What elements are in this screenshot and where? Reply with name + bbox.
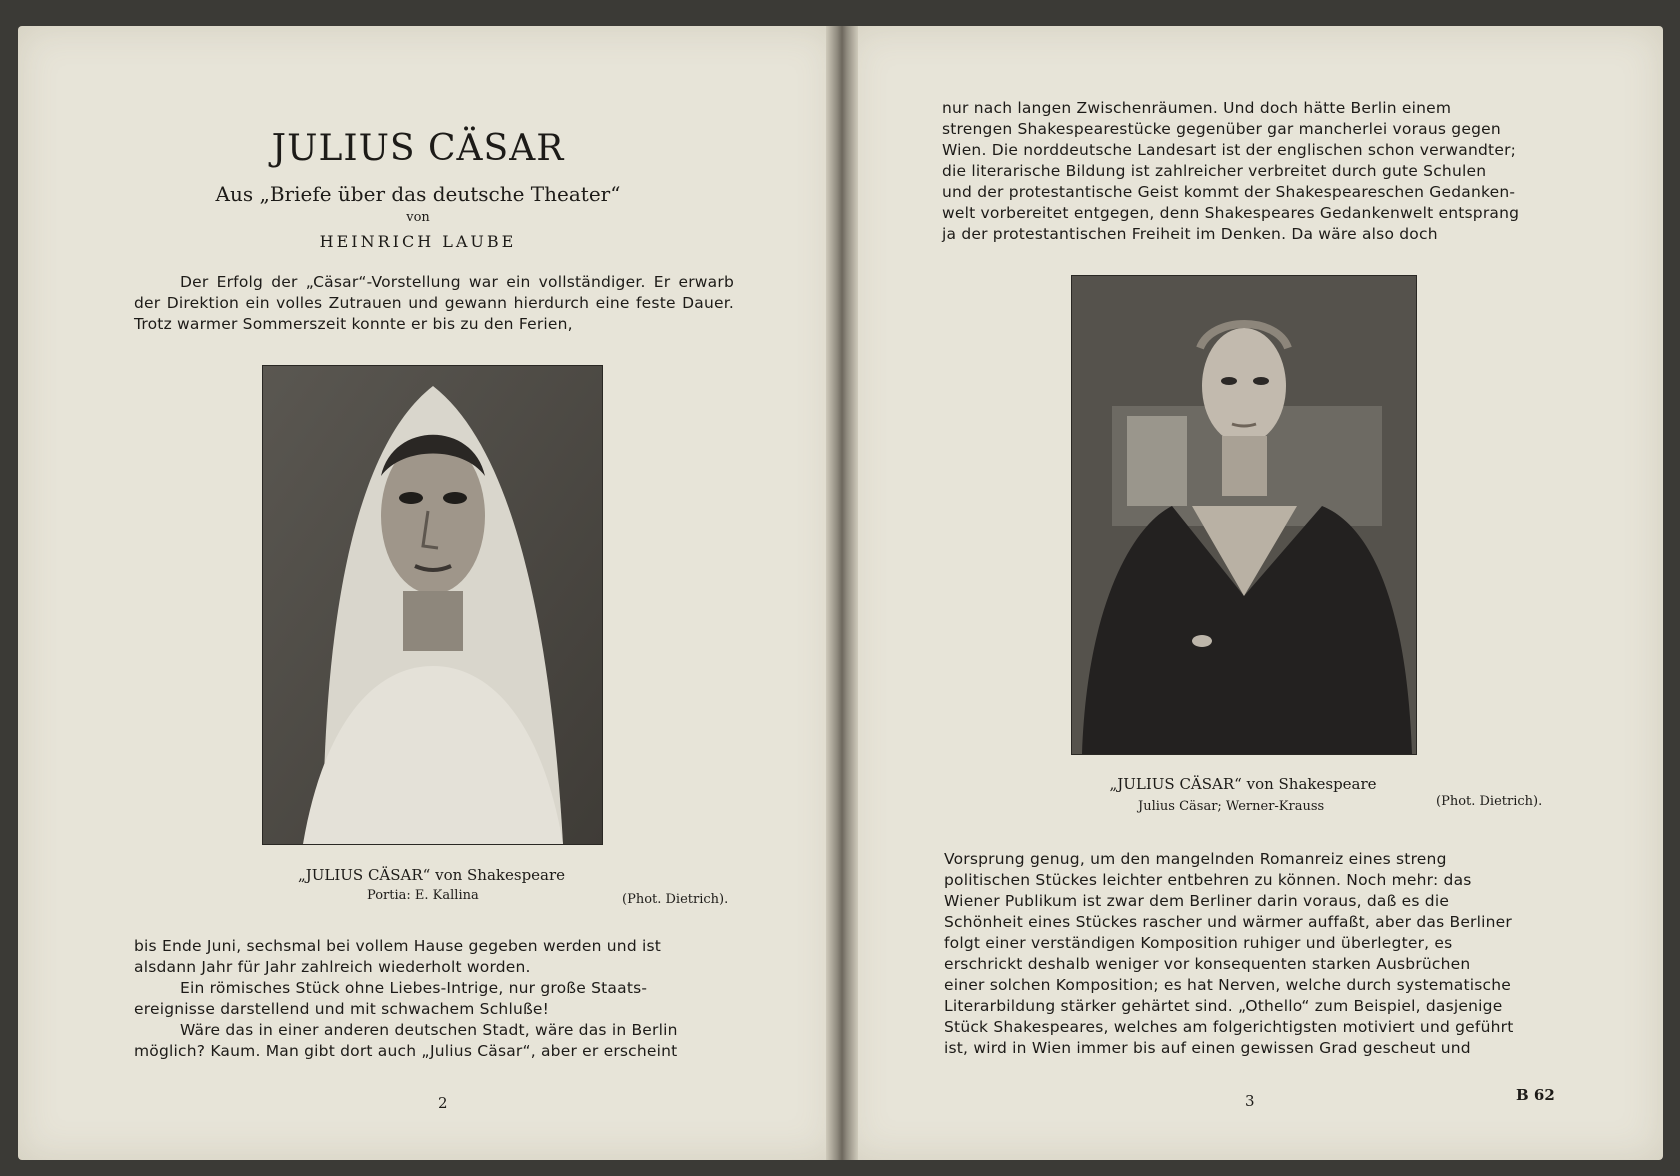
page-title: JULIUS CÄSAR [271, 128, 565, 169]
printer-signature: B 62 [1516, 1086, 1555, 1104]
intro-paragraph: Der Erfolg der „Cäsar“-Vorstellung war ein vollständiger. Er erwarb der Direktion ein volles Zutrauen und gewann hierdurch eine feste Dauer. Trotz warmer Sommerszeit konnte er bis zu den Ferien, [134, 273, 734, 333]
photo-role-left: Portia: E. Kallina [367, 888, 479, 903]
text-line: Ein römisches Stück ohne Liebes-Intrige, nur große Staats- [180, 979, 648, 997]
text-line: folgt einer verständigen Komposition ruhiger und überlegter, es [944, 934, 1453, 952]
text-line: erschrickt deshalb weniger vor konsequenten starken Ausbrüchen [944, 955, 1471, 973]
text-line: bis Ende Juni, sechsmal bei vollem Hause gegeben werden und ist [134, 937, 662, 955]
text-line: welt vorbereitet entgegen, denn Shakespeares Gedankenwelt entsprang [942, 204, 1520, 222]
text-line: ist, wird in Wien immer bis auf einen gewissen Grad gescheut und [944, 1039, 1471, 1057]
subtitle: Aus „Briefe über das deutsche Theater“ [215, 182, 621, 206]
text-line: strengen Shakespearestücke gegenüber gar mancherlei voraus gegen [942, 120, 1501, 138]
text-line: alsdann Jahr für Jahr zahlreich wiederholt worden. [134, 958, 531, 976]
portrait-portia-image [263, 366, 602, 844]
left-body-text [134, 936, 740, 1062]
text-line: Wien. Die norddeutsche Landesart ist der englischen schon verwandter; [942, 141, 1517, 159]
text-line: Stück Shakespeares, welches am folgerichtigsten motiviert und geführt [944, 1018, 1514, 1036]
portrait-photo-portia [262, 365, 603, 845]
photo-caption-right: „JULIUS CÄSAR“ von Shakespeare [1109, 775, 1377, 793]
photo-credit-left: (Phot. Dietrich). [622, 892, 729, 907]
text-line: Literarbildung stärker gehärtet sind. „Othello“ zum Beispiel, dasjenige [944, 997, 1503, 1015]
text-line: und der protestantische Geist kommt der Shakespeareschen Gedanken- [942, 183, 1516, 201]
by-line: von [406, 210, 430, 225]
page-number-left: 2 [438, 1094, 448, 1112]
text-line: politischen Stückes leichter entbehren zu können. Noch mehr: das [944, 871, 1472, 889]
text-line: einer solchen Komposition; es hat Nerven, welche durch systematische [944, 976, 1512, 994]
page-number-right: 3 [1245, 1092, 1255, 1110]
text-line: Wäre das in einer anderen deutschen Stadt, wäre das in Berlin [180, 1021, 678, 1039]
text-line: ereignisse darstellend und mit schwachem Schluße! [134, 1000, 550, 1018]
text-line: Wiener Publikum ist zwar dem Berliner darin voraus, daß es die [944, 892, 1450, 910]
photo-credit-right: (Phot. Dietrich). [1436, 794, 1543, 809]
text-line: Vorsprung genug, um den mangelnden Romanreiz eines streng [944, 850, 1447, 868]
portrait-caesar-image [1072, 276, 1416, 754]
photo-caption-left: „JULIUS CÄSAR“ von Shakespeare [297, 866, 566, 884]
text-line: möglich? Kaum. Man gibt dort auch „Julius Cäsar“, aber er erscheint [134, 1042, 678, 1060]
right-top-text [942, 98, 1550, 245]
portrait-photo-caesar [1071, 275, 1417, 755]
author-name: HEINRICH LAUBE [319, 232, 517, 251]
text-line: die literarische Bildung ist zahlreicher verbreitet durch gute Schulen [942, 162, 1487, 180]
text-line: ja der protestantischen Freiheit im Denken. Da wäre also doch [942, 225, 1438, 243]
text-line: nur nach langen Zwischenräumen. Und doch hätte Berlin einem [942, 99, 1452, 117]
text-line: Schönheit eines Stückes rascher und wärmer auffaßt, aber das Berliner [944, 913, 1512, 931]
photo-role-right: Julius Cäsar; Werner-Krauss [1138, 799, 1325, 814]
right-bottom-text [944, 849, 1554, 1059]
